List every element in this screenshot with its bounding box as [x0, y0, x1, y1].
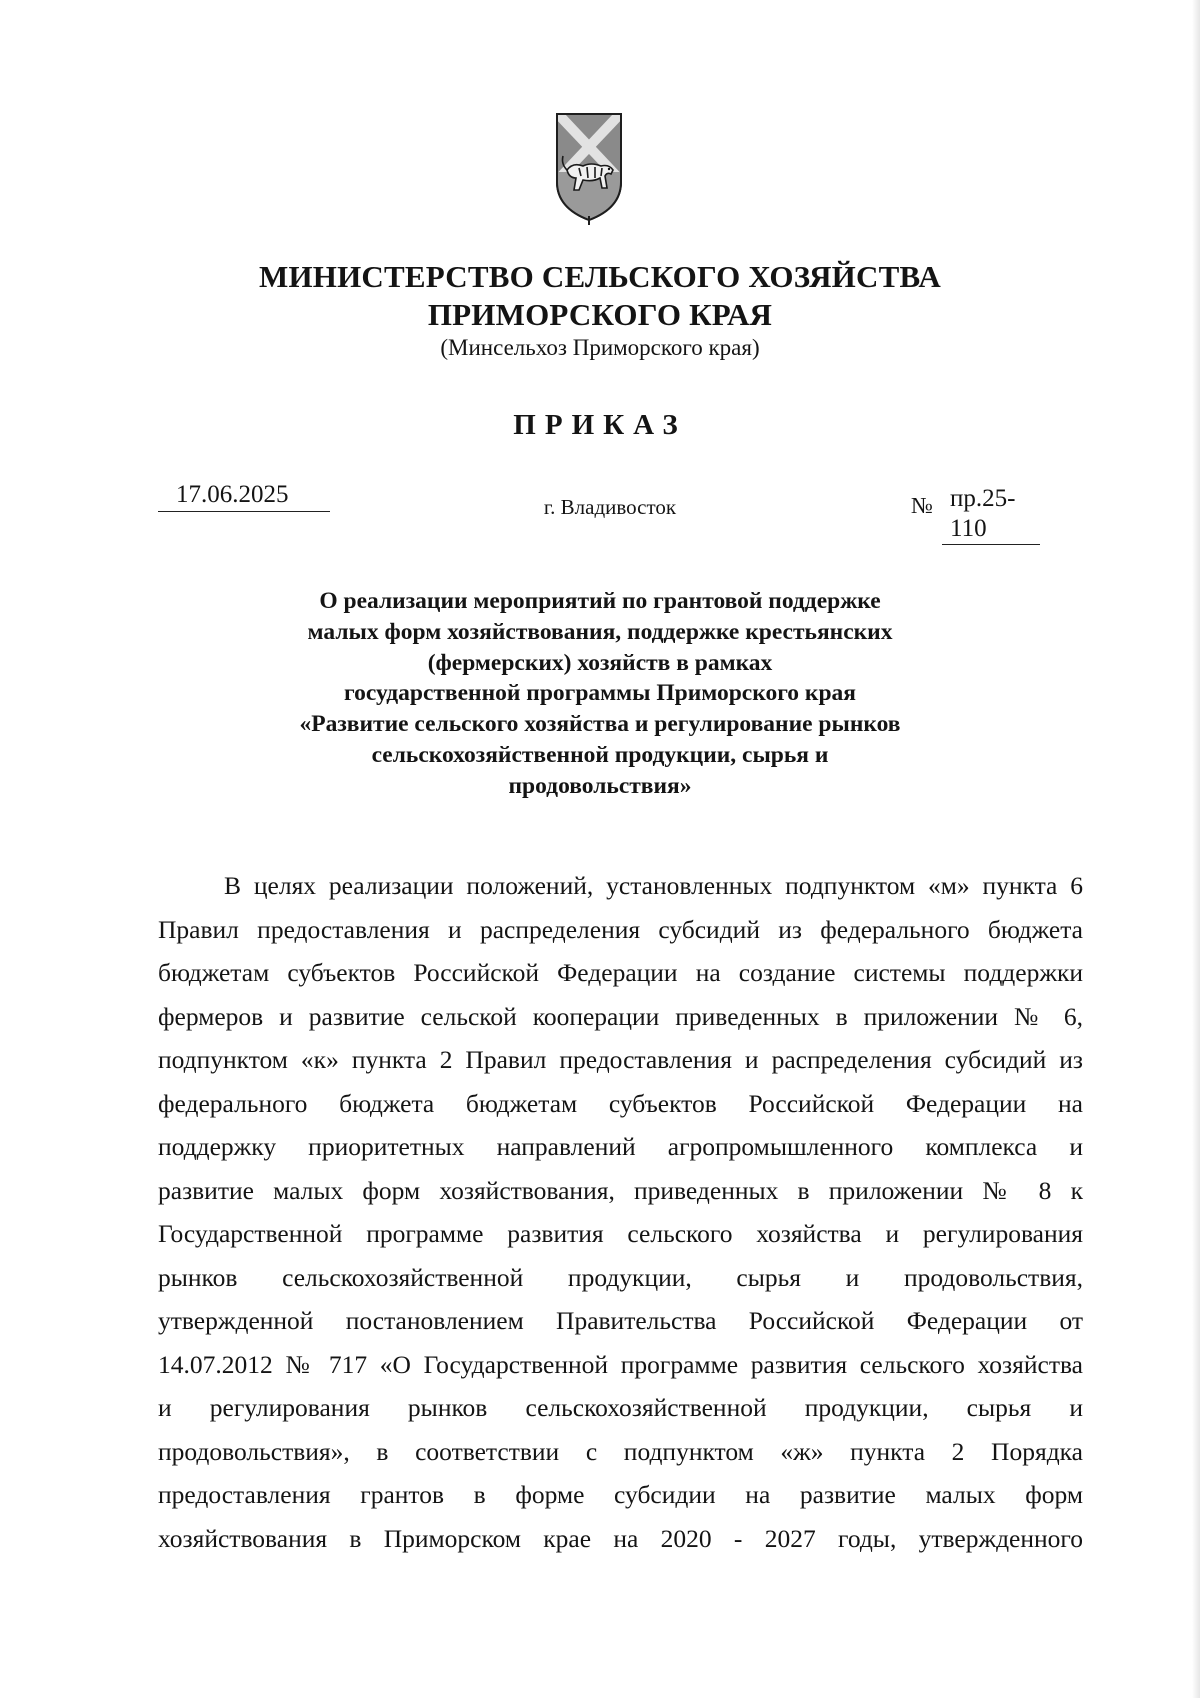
ministry-name-line1: МИНИСТЕРСТВО СЕЛЬСКОГО ХОЗЯЙСТВА: [259, 259, 941, 294]
order-number-label: №: [911, 493, 933, 518]
title-line: сельскохозяйственной продукции, сырья и: [371, 741, 829, 768]
order-number: пр.25-110: [942, 484, 1040, 545]
body-line: утвержденной постановлением Правительства Российской Федерации от: [158, 1306, 1083, 1335]
body-line: Государственной программе развития сельского хозяйства и регулирования: [158, 1219, 1083, 1248]
ministry-name-line2: ПРИМОРСКОГО КРАЯ: [427, 297, 773, 332]
title-line: (фермерских) хозяйств в рамках: [427, 649, 773, 676]
body-line: В целях реализации положений, установленных подпунктом «м» пункта 6: [224, 871, 1083, 900]
order-date: 17.06.2025: [158, 479, 330, 512]
order-body-paragraph: [158, 864, 1083, 1560]
title-line: государственной программы Приморского края: [344, 680, 856, 707]
body-line: развитие малых форм хозяйствования, приведенных в приложении № 8 к: [158, 1175, 1083, 1205]
body-line: хозяйствования в Приморском крае на 2020 - 2027 годы, утвержденного: [158, 1523, 1083, 1553]
title-line: продовольствия»: [508, 772, 692, 799]
title-line: «Развитие сельского хозяйства и регулирование рынков: [299, 711, 901, 738]
title-line: О реализации мероприятий по грантовой поддержке: [319, 588, 881, 614]
ministry-short-name: (Минсельхоз Приморского края): [440, 335, 760, 360]
body-line: рынков сельскохозяйственной продукции, сырья и продовольствия,: [158, 1262, 1083, 1292]
document-type-heading: ПРИКАЗ: [513, 409, 687, 441]
primorsky-krai-coat-of-arms-icon: [555, 112, 623, 226]
title-line: малых форм хозяйствования, поддержке крестьянских: [307, 618, 893, 645]
body-line: подпунктом «к» пункта 2 Правил предоставления и распределения субсидий из: [158, 1045, 1083, 1074]
body-line: фермеров и развитие сельской кооперации приведенных в приложении № 6,: [158, 1001, 1083, 1031]
body-line: бюджетам субъектов Российской Федерации на создание системы поддержки: [158, 958, 1083, 987]
body-line: 14.07.2012 № 717 «О Государственной программе развития сельского хозяйства: [158, 1349, 1083, 1379]
body-line: продовольствия», в соответствии с подпунктом «ж» пункта 2 Порядка: [158, 1436, 1083, 1466]
body-line: и регулирования рынков сельскохозяйственной продукции, сырья и: [158, 1393, 1083, 1422]
body-line: Правил предоставления и распределения субсидий из федерального бюджета: [158, 914, 1083, 944]
body-line: поддержку приоритетных направлений агропромышленного комплекса и: [158, 1132, 1083, 1161]
body-line: предоставления грантов в форме субсидии на развитие малых форм: [158, 1480, 1083, 1509]
order-city: г. Владивосток: [543, 495, 677, 519]
page-edge-shadow: [1192, 0, 1200, 1698]
order-title: [150, 586, 1050, 802]
body-line: федерального бюджета бюджетам субъектов Российской Федерации на: [158, 1088, 1083, 1118]
